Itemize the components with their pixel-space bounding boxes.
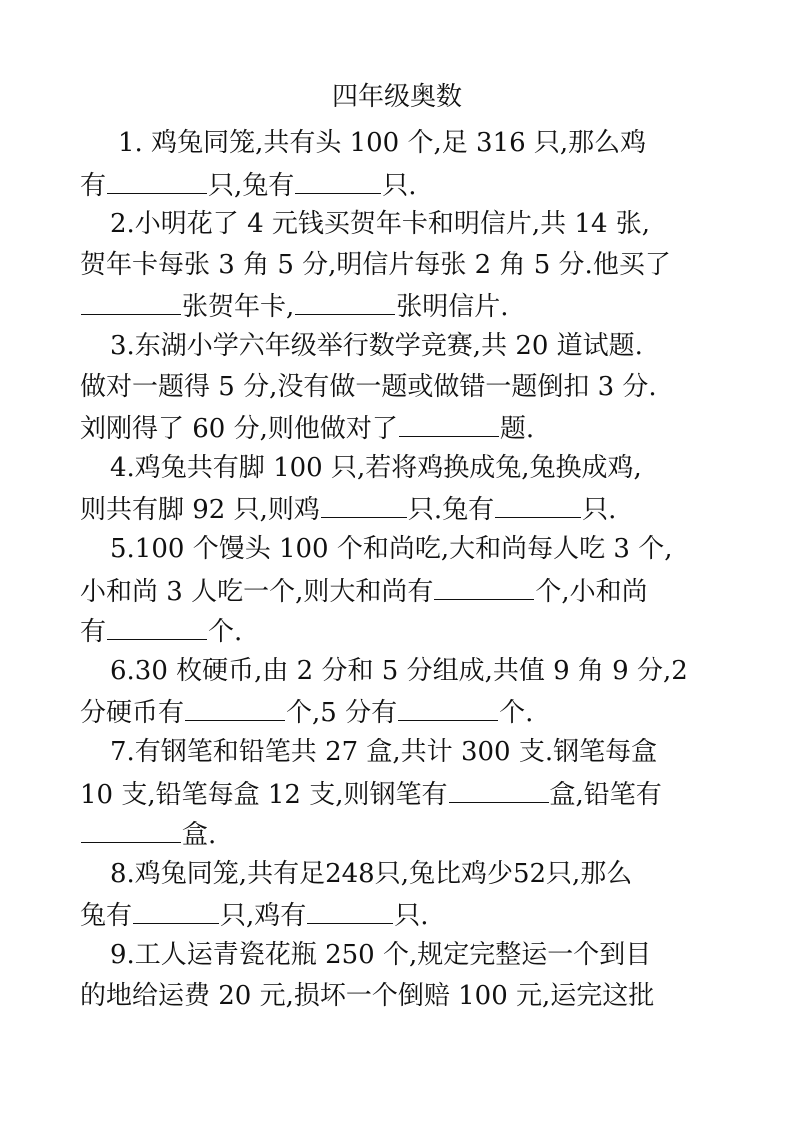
line-text: 7.有钢笔和铅笔共 27 盒,共计 300 支.钢笔每盒 (110, 737, 658, 767)
text-line (80, 370, 720, 404)
page-title: 四年级奥数 (331, 82, 462, 112)
answer-blank[interactable] (399, 410, 499, 437)
line-text: 只.兔有 (407, 495, 495, 526)
answer-blank[interactable] (107, 613, 207, 640)
text-line (80, 207, 750, 241)
text-line (80, 410, 720, 446)
line-text: 有 (80, 170, 107, 201)
line-text: 有 (80, 617, 107, 648)
text-line (80, 613, 720, 649)
answer-blank[interactable] (133, 897, 219, 924)
line-text: 2.小明花了 4 元钱买贺年卡和明信片,共 14 张, (110, 209, 651, 240)
answer-blank[interactable] (295, 288, 395, 315)
answer-blank[interactable] (81, 288, 181, 315)
text-line (80, 979, 720, 1013)
answer-blank[interactable] (107, 167, 207, 194)
text-line (80, 938, 750, 972)
answer-blank[interactable] (434, 573, 534, 600)
answer-blank[interactable] (81, 816, 181, 843)
line-text: 个. (208, 617, 243, 648)
line-text: 盒,铅笔有 (549, 779, 662, 810)
line-text: 兔有 (80, 901, 133, 932)
text-line (80, 167, 720, 203)
line-text: 张明信片. (396, 292, 509, 323)
line-text: 只,兔有 (208, 170, 295, 201)
line-text: 8.鸡兔同笼,共有足248只,兔比鸡少52只,那么 (110, 858, 633, 889)
text-line (80, 654, 750, 688)
text-line (80, 248, 720, 282)
answer-blank[interactable] (398, 694, 498, 721)
text-line (80, 694, 720, 730)
text-line (80, 857, 750, 891)
line-text: 个. (499, 698, 534, 729)
line-text: 则共有脚 92 只,则鸡 (80, 495, 320, 526)
line-text: 分硬币有 (80, 698, 185, 729)
line-text: 只. (582, 495, 617, 526)
line-text: 4.鸡兔共有脚 100 只,若将鸡换成兔,兔换成鸡, (110, 452, 642, 483)
text-line (80, 897, 720, 933)
text-line (80, 126, 758, 160)
line-text: 张贺年卡, (182, 292, 295, 323)
text-line (80, 329, 750, 363)
line-text: 9.工人运青瓷花瓶 250 个,规定完整运一个到目 (110, 940, 652, 970)
answer-blank[interactable] (295, 167, 381, 194)
text-line (80, 573, 720, 609)
line-text: 盒. (182, 820, 217, 851)
text-line (80, 776, 720, 812)
answer-blank[interactable] (185, 694, 285, 721)
text-line (80, 735, 750, 769)
line-text: 小和尚 3 人吃一个,则大和尚有 (80, 576, 434, 607)
answer-blank[interactable] (321, 491, 407, 518)
text-line (80, 816, 720, 852)
line-text: 个,小和尚 (535, 576, 648, 607)
text-line (80, 491, 720, 527)
line-text: 只. (382, 170, 417, 201)
answer-blank[interactable] (495, 491, 581, 518)
line-text: 题. (499, 414, 535, 445)
answer-blank[interactable] (449, 776, 549, 803)
line-text: 贺年卡每张 3 角 5 分,明信片每张 2 角 5 分.他买了 (80, 249, 671, 280)
line-text: 做对一题得 5 分,没有做一题或做错一题倒扣 3 分. (80, 371, 657, 402)
text-line (80, 451, 750, 485)
line-text: 个,5 分有 (286, 698, 398, 729)
line-text: 刘刚得了 60 分,则他做对了 (80, 414, 398, 445)
answer-blank[interactable] (307, 897, 393, 924)
text-line (80, 532, 750, 566)
line-text: 只. (394, 901, 429, 932)
line-text: 5.100 个馒头 100 个和尚吃,大和尚每人吃 3 个, (110, 534, 673, 564)
line-text: 10 支,铅笔每盒 12 支,则钢笔有 (80, 779, 448, 810)
line-text: 1. 鸡兔同笼,共有头 100 个,足 316 只,那么鸡 (118, 128, 647, 158)
line-text: 的地给运费 20 元,损坏一个倒赔 100 元,运完这批 (80, 980, 655, 1011)
line-text: 只,鸡有 (220, 901, 307, 932)
line-text: 3.东湖小学六年级举行数学竞赛,共 20 道试题. (110, 331, 643, 361)
line-text: 6.30 枚硬币,由 2 分和 5 分组成,共值 9 角 9 分,2 (110, 655, 688, 686)
text-line (80, 288, 720, 324)
